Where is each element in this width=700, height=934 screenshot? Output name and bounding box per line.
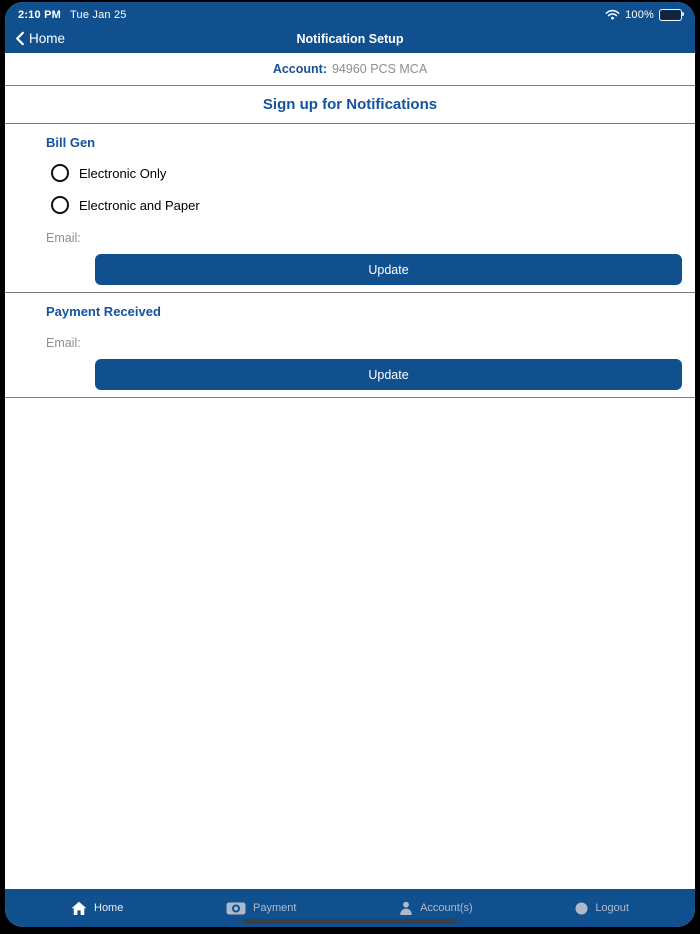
tab-logout[interactable] <box>575 902 629 915</box>
signup-heading: Sign up for Notifications <box>5 86 695 123</box>
email-label: Email: <box>46 335 81 350</box>
payment-email-input[interactable] <box>91 334 683 351</box>
radio-option-electronic-and-paper[interactable] <box>51 196 695 214</box>
wifi-icon <box>605 9 620 20</box>
radio-icon[interactable] <box>51 164 69 182</box>
content <box>5 124 695 889</box>
email-row <box>46 229 683 246</box>
section-title: Payment Received <box>46 304 161 319</box>
account-row <box>5 53 695 85</box>
payment-update-button[interactable]: Update <box>95 359 682 390</box>
tab-payment[interactable] <box>226 902 296 915</box>
back-label: Home <box>29 31 66 46</box>
tab-accounts[interactable] <box>399 901 473 916</box>
status-time: 2:10 PM <box>18 8 61 21</box>
battery-percent: 100% <box>625 8 654 21</box>
page-title: Notification Setup <box>296 31 404 46</box>
chevron-left-icon <box>15 31 25 46</box>
home-icon <box>71 901 87 916</box>
nav-bar <box>5 24 695 53</box>
tab-label: Logout <box>595 902 629 914</box>
radio-label: Electronic and Paper <box>79 197 200 213</box>
tab-label: Account(s) <box>420 902 473 914</box>
section-payment-received <box>5 293 695 398</box>
email-row <box>46 334 683 351</box>
billgen-email-input[interactable] <box>91 229 683 246</box>
email-label: Email: <box>46 230 81 245</box>
status-date: Tue Jan 25 <box>69 8 127 21</box>
status-bar <box>5 5 695 24</box>
billgen-update-button[interactable]: Update <box>95 254 682 285</box>
account-icon <box>399 901 413 916</box>
back-button[interactable] <box>15 31 65 46</box>
tab-label: Payment <box>253 902 297 914</box>
radio-label: Electronic Only <box>79 165 167 181</box>
payment-icon <box>226 902 246 915</box>
logout-icon <box>575 902 588 915</box>
radio-option-electronic-only[interactable] <box>51 164 695 182</box>
divider <box>5 397 695 398</box>
account-label: Account: <box>272 62 327 76</box>
tab-label: Home <box>94 902 124 914</box>
account-value: 94960 PCS MCA <box>331 62 428 76</box>
battery-icon <box>659 9 682 21</box>
home-indicator[interactable] <box>243 919 458 924</box>
tab-home[interactable] <box>71 901 123 916</box>
header <box>5 2 695 53</box>
app-screen <box>5 2 695 927</box>
radio-icon[interactable] <box>51 196 69 214</box>
section-bill-gen <box>5 124 695 293</box>
section-title: Bill Gen <box>46 135 96 150</box>
